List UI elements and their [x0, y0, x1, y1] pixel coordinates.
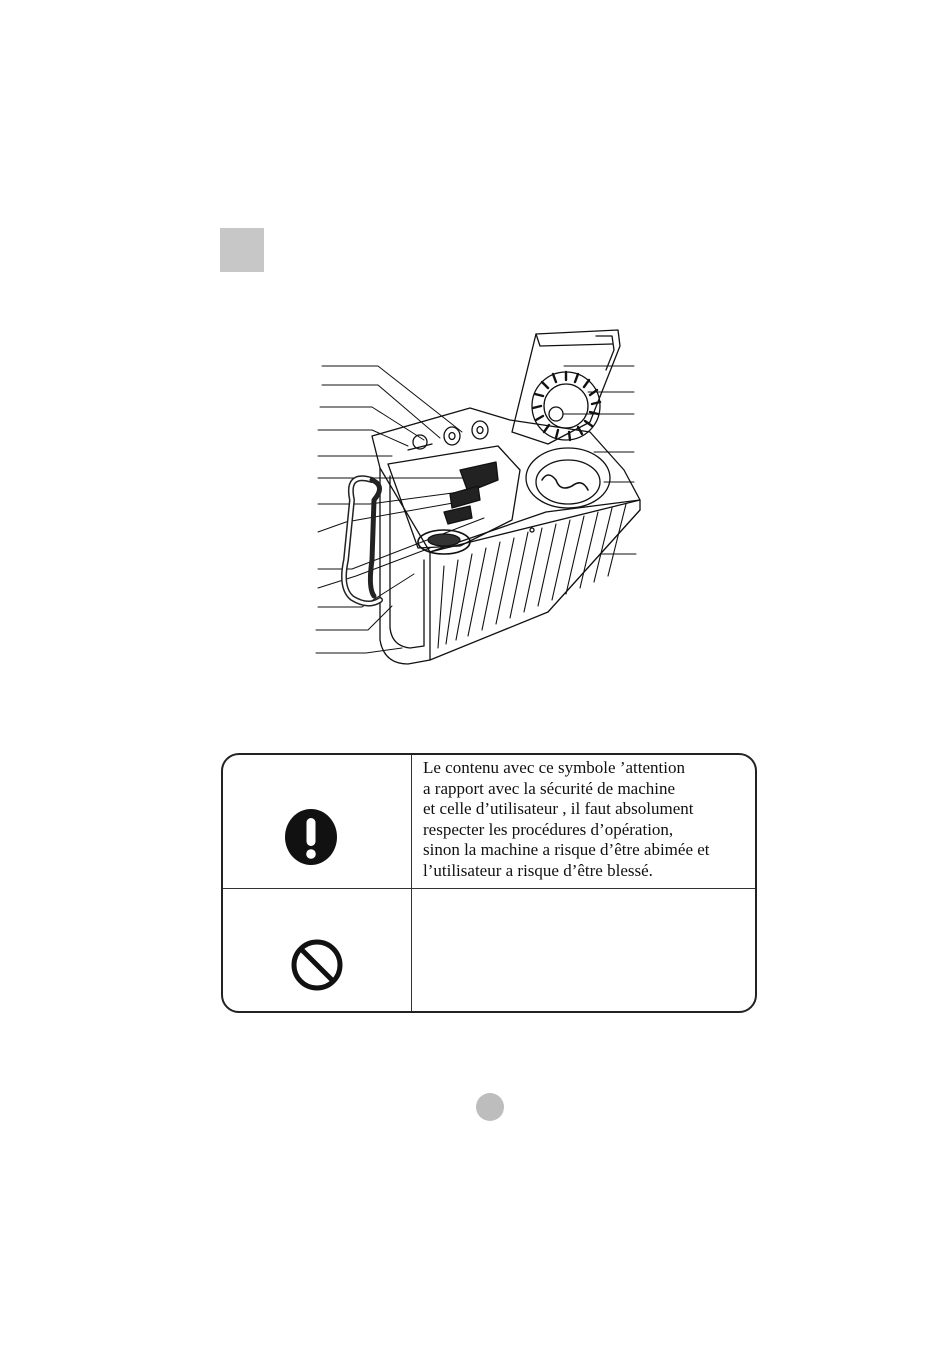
prohibition-circle-icon [289, 937, 345, 993]
notice-line: respecter les procédures d’opération, [423, 819, 674, 839]
notice-line: l’utilisateur a risque d’être blessé. [423, 860, 653, 880]
notice-line: et celle d’utilisateur , il faut absolument [423, 799, 694, 818]
notice-text-mandatory [423, 758, 749, 881]
notice-line: Le contenu avec ce symbole ’attention [423, 758, 685, 777]
icon-cell [223, 755, 411, 888]
notice-line: a rapport avec la sécurité de machine [423, 778, 676, 798]
notice-row-mandatory [223, 755, 755, 889]
washing-machine-diagram [300, 320, 660, 680]
machine-body [344, 330, 640, 664]
notice-row-prohibition [223, 889, 755, 1013]
notice-line: sinon la machine a risque d’être abimée et [423, 840, 710, 859]
section-marker [220, 228, 264, 272]
page-number-dot [476, 1093, 504, 1121]
safety-notice-table [221, 753, 757, 1013]
icon-cell [223, 889, 411, 1013]
mandatory-exclamation-icon [283, 807, 339, 867]
